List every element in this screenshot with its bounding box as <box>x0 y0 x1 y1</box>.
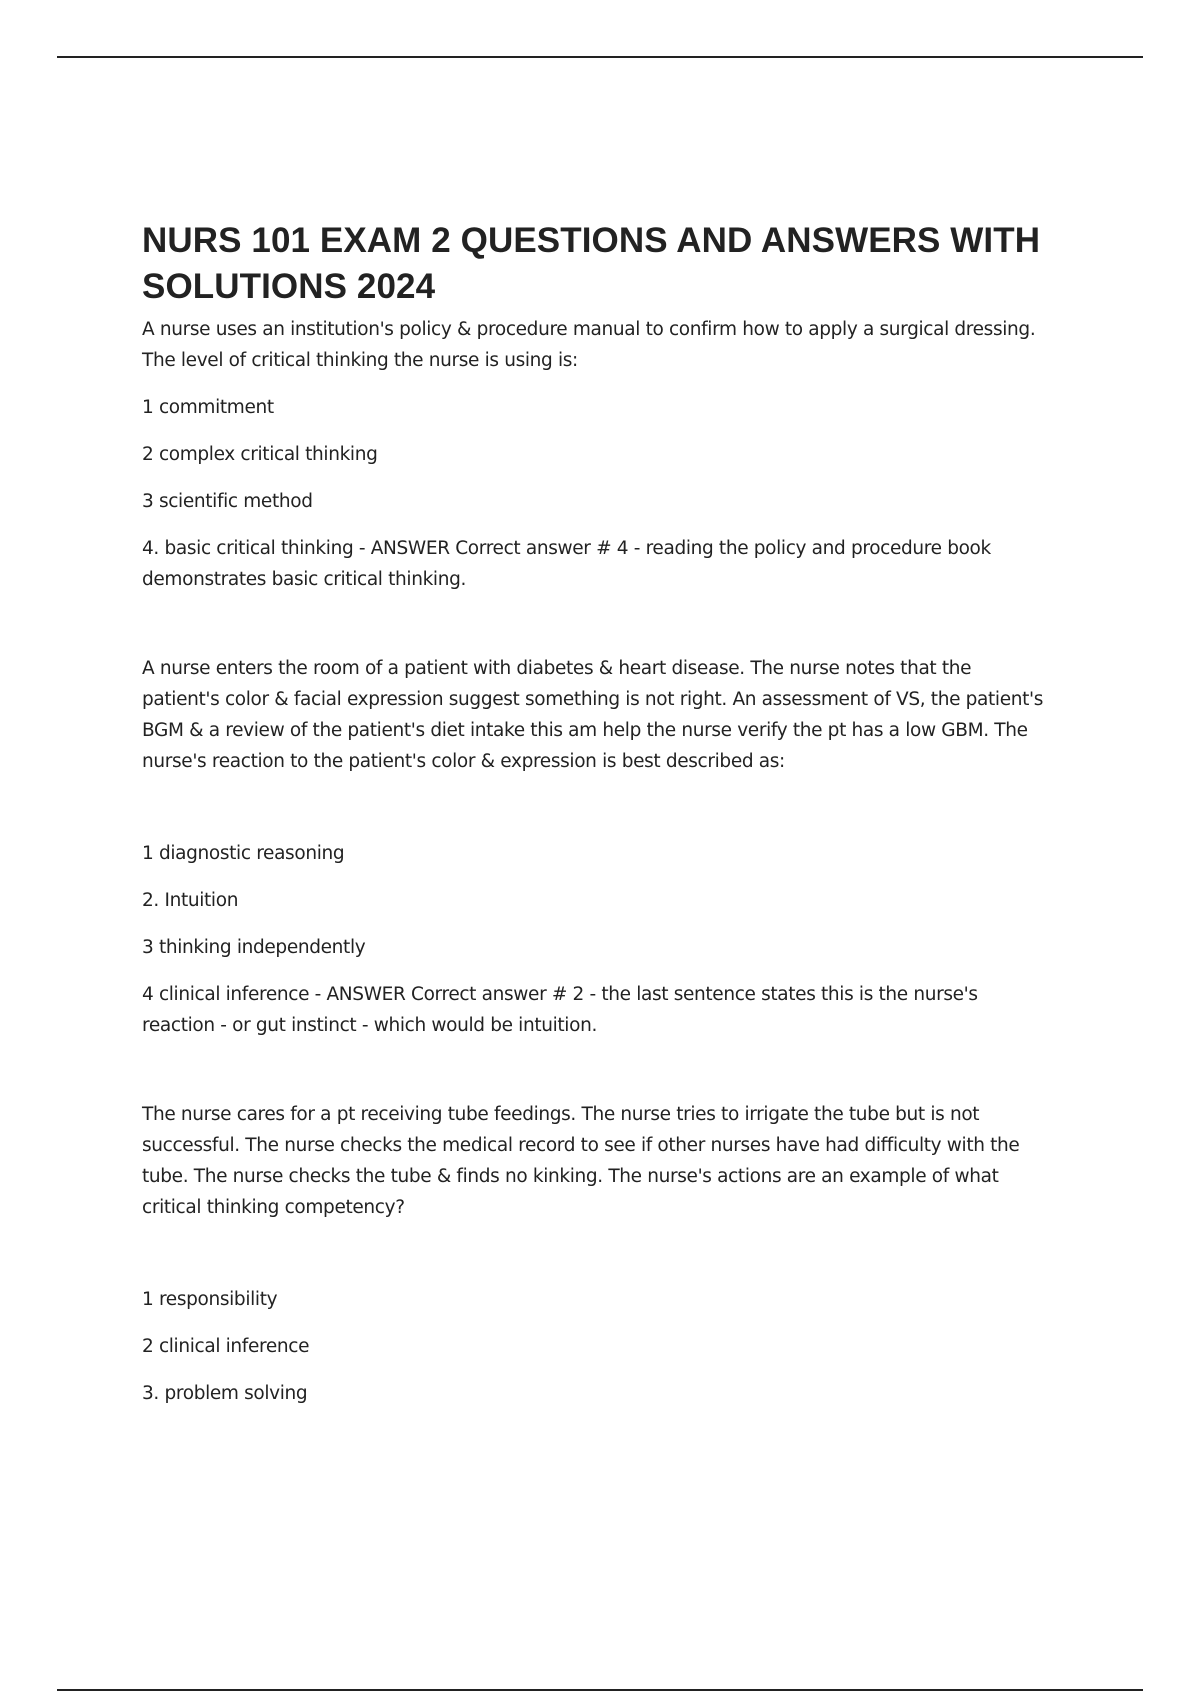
question-1 <box>142 314 1052 595</box>
answer-option-with-answer: 4 clinical inference - ANSWER Correct answer # 2 - the last sentence states this is the nurse's reaction - or gut instinct - which would be intuition. <box>142 984 978 1036</box>
answer-option: 1 commitment <box>142 397 274 418</box>
answer-option: 2 complex critical thinking <box>142 444 378 465</box>
question-stem: A nurse enters the room of a patient with diabetes & heart disease. The nurse notes that the patient's color & facial expression suggest something is not right. An assessment of VS, the patient's BGM & a review of the patient's diet intake this am help the nurse verify the pt has a low GBM. The nurse's reaction to the patient's color & expression is best described as: <box>142 658 1044 772</box>
question-stem: The nurse cares for a pt receiving tube feedings. The nurse tries to irrigate the tube but is not successful. The nurse checks the medical record to see if other nurses have had difficulty with the tube. The nurse checks the tube & finds no kinking. The nurse's actions are an example of what critical thinking competency? <box>142 1104 1020 1218</box>
question-stem: A nurse uses an institution's policy & procedure manual to confirm how to apply a surgical dressing. The level of critical thinking the nurse is using is: <box>142 319 1036 371</box>
footer-rule <box>57 1689 1143 1691</box>
answer-option: 2 clinical inference <box>142 1336 310 1357</box>
answer-option-with-answer: 4. basic critical thinking - ANSWER Correct answer # 4 - reading the policy and procedure book demonstrates basic critical thinking. <box>142 538 991 590</box>
answer-option: 3. problem solving <box>142 1383 308 1404</box>
document-title: NURS 101 EXAM 2 QUESTIONS AND ANSWERS WITH SOLUTIONS 2024 <box>142 221 1041 306</box>
question-3 <box>142 1099 1052 1409</box>
header-rule <box>57 56 1143 58</box>
answer-option: 2. Intuition <box>142 890 239 911</box>
answer-option: 1 responsibility <box>142 1289 278 1310</box>
question-2 <box>142 653 1052 1041</box>
answer-option: 1 diagnostic reasoning <box>142 843 345 864</box>
answer-option: 3 thinking independently <box>142 937 366 958</box>
answer-option: 3 scientific method <box>142 491 313 512</box>
document-body <box>142 218 1052 1409</box>
